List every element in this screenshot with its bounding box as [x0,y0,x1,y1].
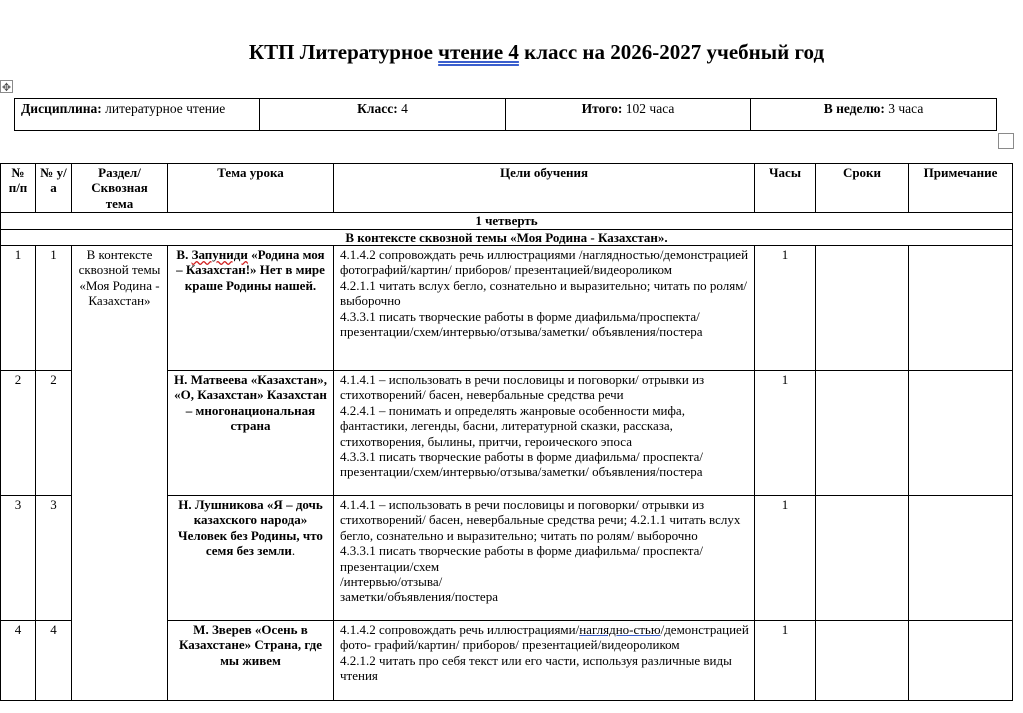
row-note[interactable] [909,371,1013,496]
header-topic: Тема урока [168,164,334,213]
title-text-start: КТП Литературное [248,40,439,64]
title-text-end: класс на 2026-2027 учебный год [518,40,825,64]
header-hours: Часы [755,164,816,213]
header-goals: Цели обучения [334,164,755,213]
row-hours: 1 [755,371,816,496]
discipline-cell [15,99,260,131]
week-label: В неделю: [823,101,885,116]
topic-text-misspelled: Запуниди [191,247,248,263]
row-dates[interactable] [816,246,909,371]
class-cell [260,99,506,131]
class-value: 4 [397,101,408,116]
row-topic: М. Зверев «Осень в Казахстане» Страна, где мы живем [168,621,334,701]
goal-item: 4.2.1.2 читать про себя текст или его части, используя различные виды чтения [340,652,732,684]
goal-text-underlined: наглядно-стью [579,622,661,638]
row-num: 4 [1,621,36,701]
quarter-row [1,213,1013,229]
row-num: 3 [1,496,36,621]
goal-item: 4.1.4.1 – использовать в речи пословицы и поговорки/ отрывки из стихотворений/ басен, невербальные средства речи [340,372,705,403]
row-num: 1 [1,246,36,371]
row-topic [168,496,334,621]
move-handle-icon[interactable]: ✥ [1,81,12,94]
row-note[interactable] [909,246,1013,371]
table-resize-handle-icon[interactable] [998,133,1014,149]
row-topic: Н. Матвеева «Казахстан», «О, Казахстан» Казахстан – многонациональная страна [168,371,334,496]
total-label: Итого: [581,101,623,116]
goal-item: 4.2.4.1 – понимать и определять жанровые особенности мифа, фантастики, легенды, басни, литературной сказки, рассказа, стихотворения, былины, притчи, героического эпоса [340,402,685,449]
class-label: Класс: [357,101,398,116]
row-dates[interactable] [816,496,909,621]
row-dates[interactable] [816,371,909,496]
header-dates: Сроки [816,164,909,213]
info-table [14,98,997,131]
theme-row [1,229,1013,245]
goal-item: 4.3.3.1 писать творческие работы в форме диафильма/проспекта/презентации/схем/интервью/отзыва/заметки/ объявления/постера [340,308,703,340]
goal-item: 4.1.4.2 сопровождать речь иллюстрациями /наглядностью/демонстрацией фотографий/картин/ приборов/ презентацией/видеороликом [340,247,749,278]
section-cell: В контексте сквозной темы «Моя Родина - Казахстан» [72,246,168,701]
row-goals [334,621,755,701]
table-row [1,246,1013,371]
goal-item [340,622,750,653]
week-cell [751,99,997,131]
goal-item: 4.1.4.1 – использовать в речи пословицы и поговорки/ отрывки из стихотворений/ басен, невербальные средства речи; 4.2.1.1 читать вслух бегло, сознательно и выразительно; читать по ролям/ выборочно [340,497,741,543]
quarter-cell: 1 четверть [1,213,1013,229]
goal-item: 4.3.3.1 писать творческие работы в форме диафильма/ проспекта/презентации/схем/интервью/отзыва/заметки/ объявления/постера [340,449,704,480]
row-goals [334,371,755,496]
row-hours: 1 [755,246,816,371]
goal-text-rest: /демонстрацией фото- графий/картин/ приборов/ презентацией/видеороликом [340,622,749,653]
discipline-label: Дисциплина: [21,101,102,116]
header-section: Раздел/ Сквозная тема [72,164,168,213]
title-text-underlined: чтение 4 [438,40,519,64]
topic-text-rest: «Родина моя – Казахстан!» Нет в мире краше Родины нашей. [176,247,325,293]
document-title [0,40,1023,65]
goal-item: /интервью/отзыва/ [340,574,443,590]
discipline-value: литературное чтение [101,101,226,116]
row-goals [334,496,755,621]
goal-item: 4.2.1.1 читать вслух бегло, сознательно и выразительно; читать по ролям/ выборочно [340,277,748,309]
topic-text: В. [176,247,192,263]
topic-text-tail: . [291,543,296,559]
row-hours: 1 [755,496,816,621]
week-value: 3 часа [884,101,924,116]
header-num-lesson: № у/а [36,164,72,213]
row-num-lesson: 2 [36,371,72,496]
row-note[interactable] [909,496,1013,621]
row-num: 2 [1,371,36,496]
info-row [15,99,997,131]
goal-item: заметки/объявления/постера [340,589,498,605]
row-num-lesson: 4 [36,621,72,701]
row-topic [168,246,334,371]
row-num-lesson: 3 [36,496,72,621]
topic-text: Н. Лушникова «Я – дочь казахского народа» Человек без Родины, что семя без земли [178,497,323,559]
row-note[interactable] [909,621,1013,701]
lesson-plan-table [0,163,1013,701]
header-note: Примечание [909,164,1013,213]
total-cell [506,99,751,131]
row-goals [334,246,755,371]
table-header-row [1,164,1013,213]
header-num: № п/п [1,164,36,213]
row-hours: 1 [755,621,816,701]
goal-item: 4.3.3.1 писать творческие работы в форме диафильма/ проспекта/презентации/схем [340,543,704,574]
goal-text: 4.1.4.2 сопровождать речь иллюстрациями/ [340,622,580,638]
total-value: 102 часа [622,101,675,116]
row-dates[interactable] [816,621,909,701]
theme-cell: В контексте сквозной темы «Моя Родина - Казахстан». [1,229,1013,245]
row-num-lesson: 1 [36,246,72,371]
